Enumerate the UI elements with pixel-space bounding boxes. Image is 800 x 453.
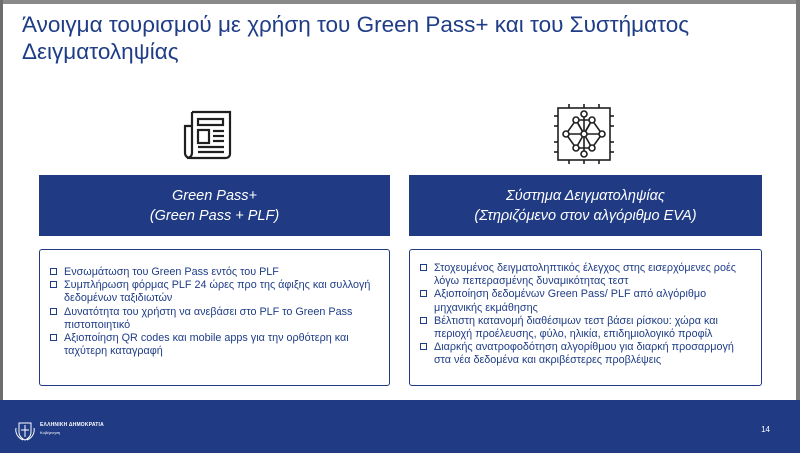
green-pass-features-list: [48, 266, 381, 358]
list-item: Συμπλήρωση φόρμας PLF 24 ώρες προ της άφιξης και συλλογή δεδομένων ταξιδιωτών: [48, 279, 381, 305]
green-pass-features-box: [39, 249, 390, 386]
list-item: Στοχευμένος δειγματοληπτικός έλεγχος στης εισερχόμενες ροές λόγω πεπερασμένης δυναμικότητας τεστ: [418, 262, 753, 288]
list-item: Ενσωμάτωση του Green Pass εντός του PLF: [48, 266, 381, 279]
newspaper-icon: [180, 104, 240, 164]
sampling-system-features-box: [409, 249, 762, 386]
green-pass-header: [39, 175, 390, 236]
slide-footer: [0, 400, 800, 453]
list-item: Αξιοποίηση QR codes και mobile apps για την ορθότερη και ταχύτερη καταγραφή: [48, 332, 381, 358]
sampling-system-header-title: Σύστημα Δειγματοληψίας: [506, 187, 665, 204]
neural-network-icon: [554, 104, 614, 164]
window-frame-right: [796, 0, 800, 400]
list-item: Αξιοποίηση δεδομένων Green Pass/ PLF από αλγόριθμο μηχανικής εκμάθησης: [418, 288, 753, 314]
sampling-system-header: [409, 175, 762, 236]
checkbox-bullet-icon: [50, 281, 57, 288]
sampling-system-header-subtitle: (Στηριζόμενο στον αλγόριθμο EVA): [474, 207, 697, 224]
green-pass-header-subtitle: (Green Pass + PLF): [149, 207, 280, 224]
checkbox-bullet-icon: [50, 268, 57, 275]
green-pass-header-title: Green Pass+: [171, 187, 258, 204]
slide-title: Άνοιγμα τουρισμού με χρήση του Green Pass+ και του Συστήματος Δειγματοληψίας: [22, 12, 690, 64]
logo-subtitle: Κυβέρνηση: [40, 430, 61, 435]
list-item: Βέλτιστη κατανομή διαθέσιμων τεστ βάσει ρίσκου: χώρα και περιοχή προέλευσης, φύλο, ηλικία, επιδημιολογικό προφίλ: [418, 315, 753, 341]
checkbox-bullet-icon: [420, 343, 427, 350]
page-number: 14: [761, 425, 770, 434]
list-item: Διαρκής ανατροφοδότηση αλγορίθμου για διαρκή προσαρμογή στα νέα δεδομένα και ακριβέστερες προβλέψεις: [418, 341, 753, 367]
list-item: Δυνατότητα του χρήστη να ανεβάσει στο PLF το Green Pass πιστοποιητικό: [48, 306, 381, 332]
window-frame-left: [0, 0, 3, 400]
checkbox-bullet-icon: [420, 264, 427, 271]
sampling-system-features-list: [418, 262, 753, 368]
checkbox-bullet-icon: [50, 308, 57, 315]
logo-title: ΕΛΛΗΝΙΚΗ ΔΗΜΟΚΡΑΤΙΑ: [40, 422, 104, 428]
checkbox-bullet-icon: [50, 334, 57, 341]
checkbox-bullet-icon: [420, 290, 427, 297]
checkbox-bullet-icon: [420, 317, 427, 324]
window-frame-top: [0, 0, 800, 4]
greek-coat-of-arms-icon: [14, 420, 36, 442]
